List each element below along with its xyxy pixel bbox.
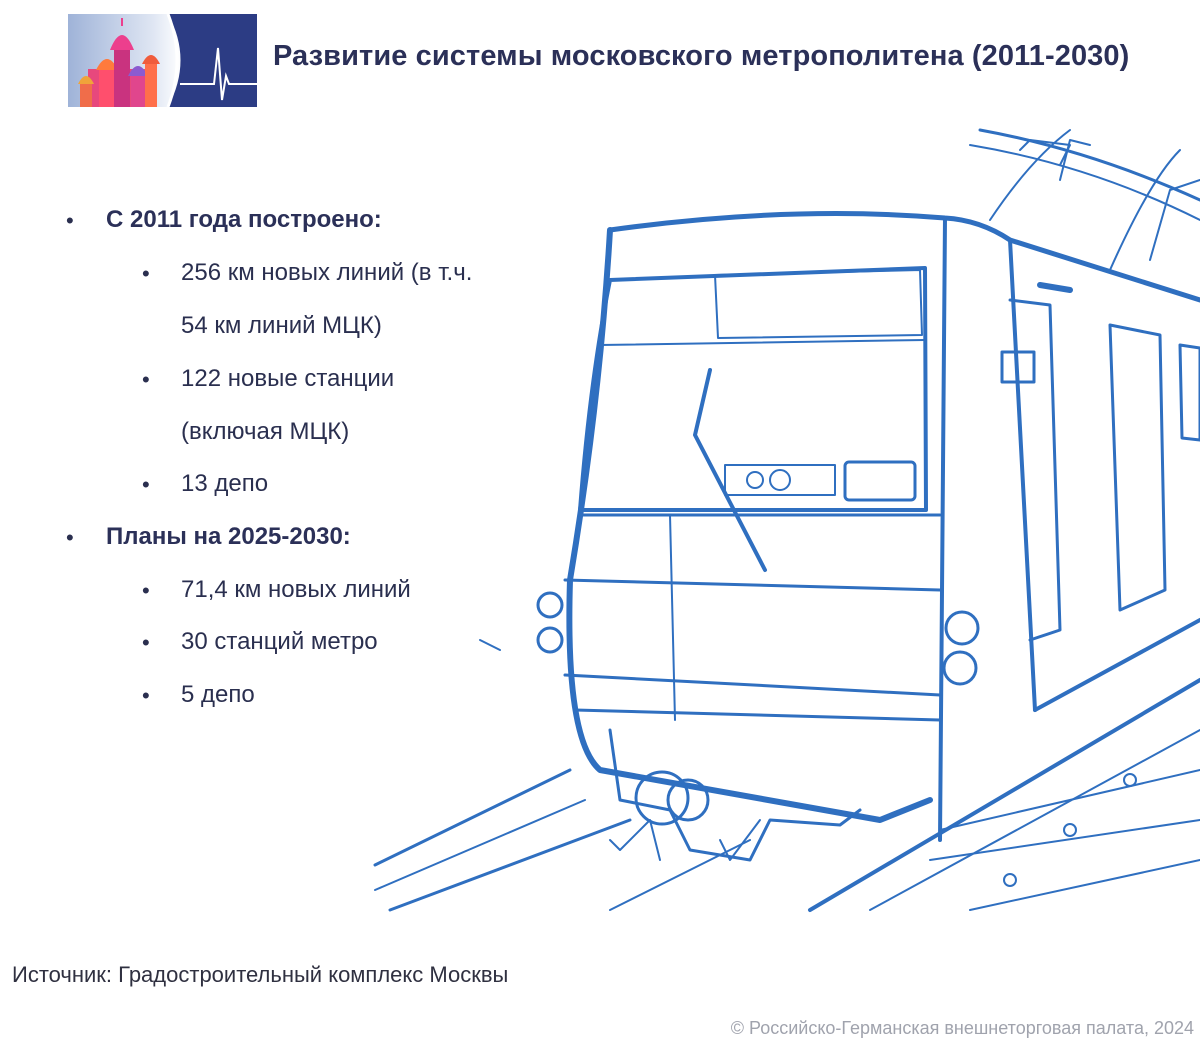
bullet-dot: • <box>142 578 150 603</box>
bullet-dot: • <box>142 683 150 708</box>
list-item: 256 км новых линий (в т.ч. <box>181 259 473 286</box>
list-item-continuation: 54 км линий МЦК) <box>181 312 382 339</box>
kremlin-cathedral-pulse-logo-icon <box>68 14 257 107</box>
section-heading: Планы на 2025-2030: <box>106 523 351 550</box>
list-item: 5 депо <box>181 681 255 708</box>
bullet-dot: • <box>66 525 74 550</box>
bullet-dot: • <box>142 261 150 286</box>
bullet-dot: • <box>142 472 150 497</box>
bullet-dot: • <box>66 208 74 233</box>
metro-train-illustration-icon <box>370 120 1200 920</box>
list-item: 122 новые станции <box>181 365 395 392</box>
bullet-dot: • <box>142 367 150 392</box>
bullet-dot: • <box>142 630 150 655</box>
list-item: 13 депо <box>181 470 269 497</box>
copyright-note: © Российско-Германская внешнеторговая палата, 2024 <box>730 1018 1194 1038</box>
section-heading: С 2011 года построено: <box>106 206 382 233</box>
page-title: Развитие системы московского метрополитена (2011-2030) <box>273 40 1130 72</box>
list-item: 71,4 км новых линий <box>181 576 411 603</box>
list-item: 30 станций метро <box>181 628 378 655</box>
source-note: Источник: Градостроительный комплекс Москвы <box>12 962 509 987</box>
list-item-continuation: (включая МЦК) <box>181 418 350 445</box>
